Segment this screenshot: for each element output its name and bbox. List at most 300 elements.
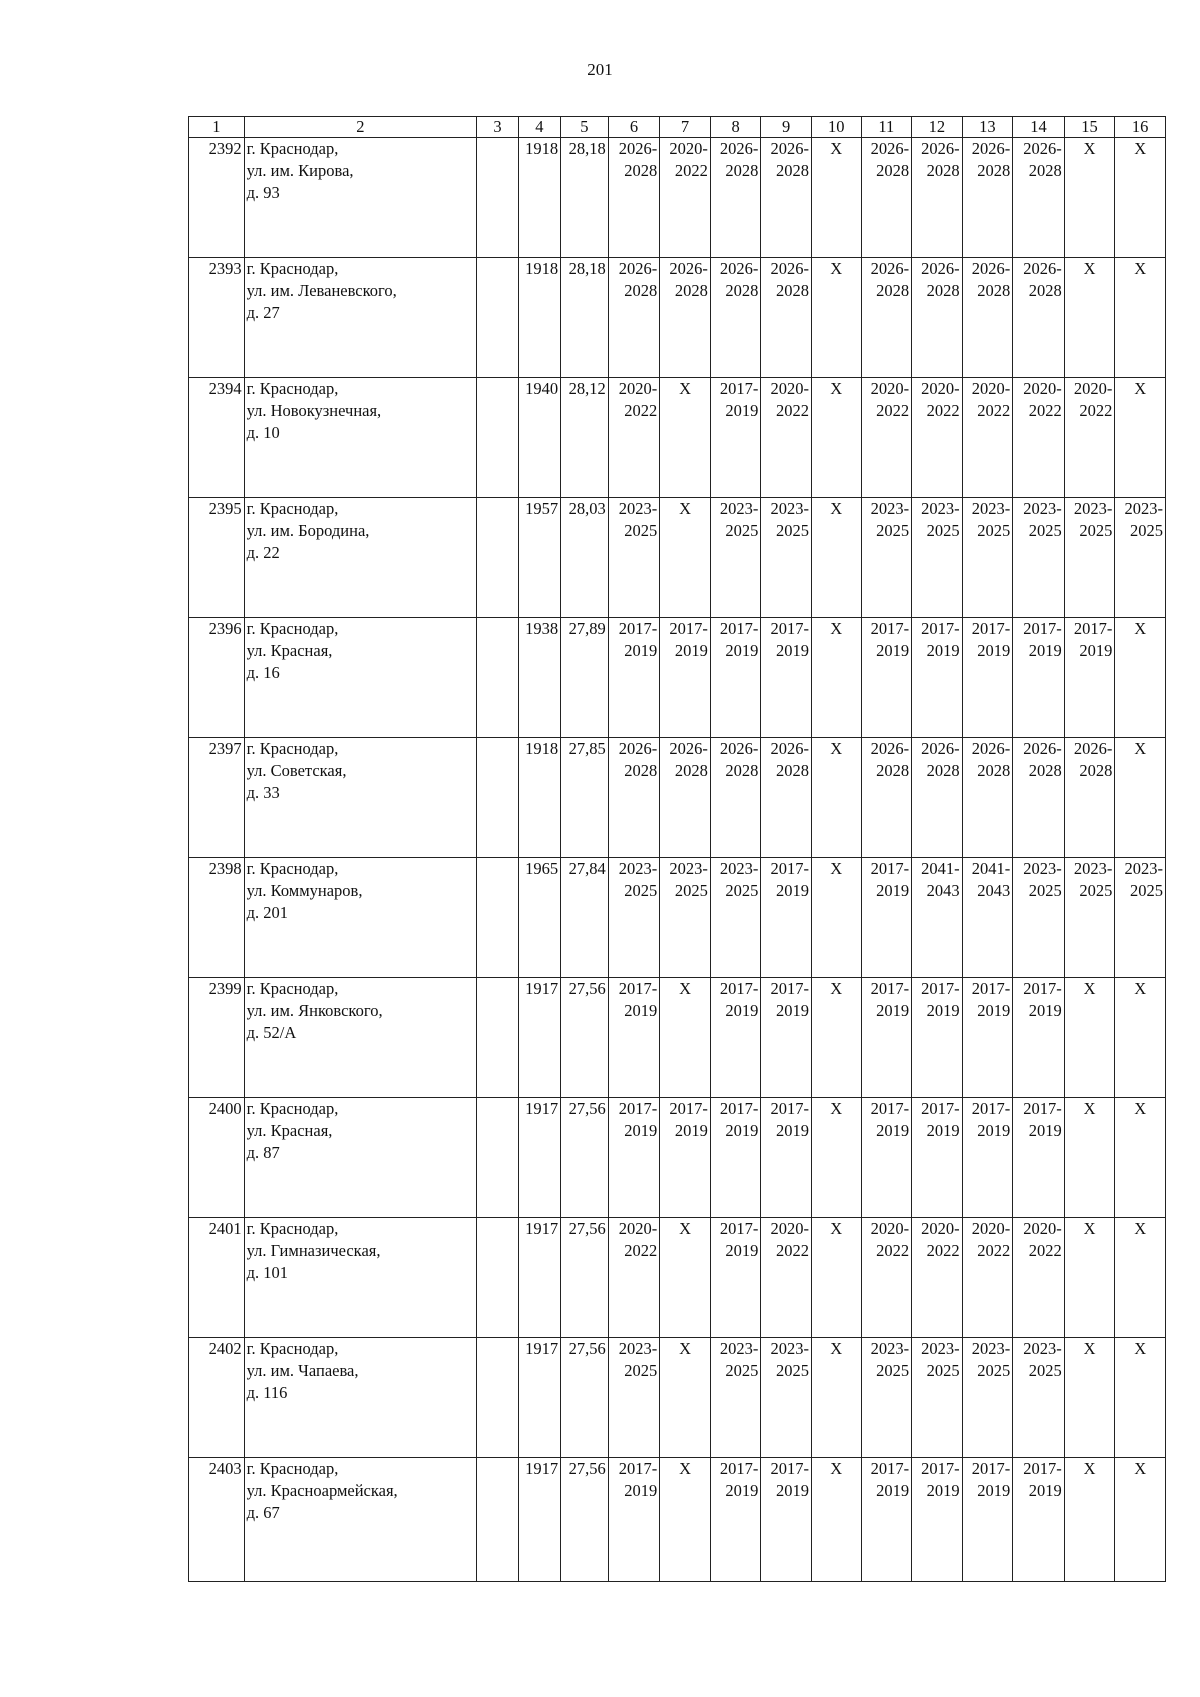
period-cell	[861, 1338, 912, 1458]
period-start: 2026-	[870, 139, 910, 158]
period-start: 2023-	[1124, 859, 1163, 878]
address-line: г. Краснодар,	[246, 379, 339, 398]
period-start: 2026-	[618, 259, 658, 278]
period-end: 2022	[977, 1241, 1011, 1260]
area-cell: 28,03	[561, 498, 609, 618]
period-start: 2023-	[921, 1339, 960, 1358]
period-cell	[710, 258, 761, 378]
column-3-cell	[477, 498, 518, 618]
period-cell	[1013, 858, 1065, 978]
table-body	[189, 138, 1166, 1582]
period-end: 2019	[1028, 1481, 1062, 1500]
period-end: 2022	[977, 401, 1011, 420]
year-cell: 1917	[518, 1338, 560, 1458]
period-end: 2019	[725, 401, 759, 420]
period-start: 2041-	[971, 859, 1011, 878]
period-cell	[912, 978, 963, 1098]
period-cell	[962, 738, 1013, 858]
period-end: 2019	[624, 641, 658, 660]
period-start: 2017-	[971, 619, 1011, 638]
address-cell	[244, 978, 477, 1098]
period-start: 2020-	[618, 379, 658, 398]
not-applicable-cell: X	[660, 978, 711, 1098]
period-end: 2025	[1028, 521, 1062, 540]
period-start: 2026-	[719, 139, 759, 158]
period-end: 2022	[624, 1241, 658, 1260]
year-cell: 1918	[518, 738, 560, 858]
period-end: 2019	[775, 641, 809, 660]
period-cell	[962, 258, 1013, 378]
period-end: 2019	[624, 1121, 658, 1140]
period-cell	[1115, 498, 1166, 618]
period-start: 2023-	[971, 1339, 1011, 1358]
period-cell	[660, 738, 711, 858]
period-end: 2019	[725, 1481, 759, 1500]
period-end: 2019	[876, 641, 910, 660]
period-start: 2023-	[719, 499, 759, 518]
period-end: 2019	[977, 641, 1011, 660]
period-cell	[962, 1458, 1013, 1582]
period-end: 2028	[725, 281, 759, 300]
table-row	[189, 138, 1166, 258]
period-cell	[1013, 1098, 1065, 1218]
year-cell: 1938	[518, 618, 560, 738]
period-cell	[912, 138, 963, 258]
period-start: 2023-	[669, 859, 708, 878]
period-start: 2017-	[870, 619, 910, 638]
period-end: 2019	[977, 1481, 1011, 1500]
address-cell	[244, 1458, 477, 1582]
period-end: 2028	[674, 281, 708, 300]
period-cell	[710, 858, 761, 978]
period-cell	[1013, 498, 1065, 618]
period-end: 2025	[725, 521, 759, 540]
period-start: 2020-	[870, 379, 910, 398]
column-header: 4	[518, 117, 560, 138]
period-end: 2028	[876, 761, 910, 780]
period-cell	[608, 858, 660, 978]
address-line: г. Краснодар,	[246, 739, 339, 758]
period-start: 2017-	[971, 1099, 1011, 1118]
period-end: 2028	[624, 161, 658, 180]
period-cell	[912, 1458, 963, 1582]
address-line: г. Краснодар,	[246, 619, 339, 638]
period-start: 2020-	[770, 379, 809, 398]
period-start: 2026-	[770, 259, 809, 278]
period-cell	[761, 1218, 812, 1338]
period-start: 2017-	[921, 619, 960, 638]
period-cell	[861, 1458, 912, 1582]
period-start: 2020-	[1023, 379, 1062, 398]
period-end: 2019	[926, 1121, 960, 1140]
period-cell	[861, 618, 912, 738]
address-cell	[244, 858, 477, 978]
period-start: 2023-	[618, 1339, 658, 1358]
period-end: 2028	[1028, 161, 1062, 180]
period-cell	[962, 1218, 1013, 1338]
period-start: 2017-	[1023, 1459, 1062, 1478]
period-cell	[761, 738, 812, 858]
address-line: д. 93	[246, 183, 280, 202]
table-row	[189, 378, 1166, 498]
not-applicable-cell: X	[1064, 258, 1115, 378]
period-start: 2017-	[719, 379, 759, 398]
period-end: 2019	[725, 1001, 759, 1020]
year-cell: 1918	[518, 258, 560, 378]
area-cell: 28,18	[561, 258, 609, 378]
period-end: 2025	[1079, 881, 1113, 900]
row-number: 2396	[189, 618, 245, 738]
address-line: г. Краснодар,	[246, 979, 339, 998]
period-cell	[1115, 858, 1166, 978]
period-start: 2020-	[1073, 379, 1113, 398]
year-cell: 1940	[518, 378, 560, 498]
period-end: 2028	[926, 761, 960, 780]
period-end: 2019	[725, 641, 759, 660]
address-line: д. 116	[246, 1383, 288, 1402]
not-applicable-cell: X	[1115, 978, 1166, 1098]
period-end: 2019	[876, 1481, 910, 1500]
address-line: г. Краснодар,	[246, 1219, 339, 1238]
period-end: 2025	[926, 521, 960, 540]
period-cell	[912, 1338, 963, 1458]
period-start: 2017-	[770, 1099, 809, 1118]
address-line: г. Краснодар,	[246, 499, 339, 518]
period-start: 2026-	[971, 739, 1011, 758]
address-cell	[244, 378, 477, 498]
period-end: 2022	[876, 401, 910, 420]
period-cell	[861, 978, 912, 1098]
period-start: 2017-	[719, 979, 759, 998]
period-cell	[761, 378, 812, 498]
address-line: д. 101	[246, 1263, 289, 1282]
period-start: 2026-	[921, 139, 960, 158]
not-applicable-cell: X	[811, 738, 861, 858]
period-end: 2019	[725, 1241, 759, 1260]
period-cell	[608, 1098, 660, 1218]
period-start: 2023-	[1023, 499, 1062, 518]
address-line: ул. Красноармейская,	[246, 1481, 398, 1500]
period-cell	[962, 858, 1013, 978]
period-start: 2023-	[1073, 499, 1113, 518]
period-cell	[761, 618, 812, 738]
period-start: 2017-	[719, 1459, 759, 1478]
period-end: 2022	[674, 161, 708, 180]
period-start: 2017-	[669, 1099, 708, 1118]
period-start: 2017-	[770, 619, 809, 638]
period-cell	[912, 738, 963, 858]
period-start: 2026-	[1023, 259, 1062, 278]
period-end: 2025	[725, 1361, 759, 1380]
period-cell	[912, 258, 963, 378]
period-start: 2017-	[618, 979, 658, 998]
period-cell	[962, 138, 1013, 258]
period-end: 2028	[876, 161, 910, 180]
column-header: 7	[660, 117, 711, 138]
period-start: 2026-	[1073, 739, 1113, 758]
period-cell	[861, 738, 912, 858]
period-start: 2017-	[971, 1459, 1011, 1478]
period-end: 2025	[1130, 521, 1163, 540]
address-line: г. Краснодар,	[246, 1459, 339, 1478]
area-cell: 27,85	[561, 738, 609, 858]
address-cell	[244, 738, 477, 858]
period-start: 2020-	[971, 379, 1011, 398]
area-cell: 27,89	[561, 618, 609, 738]
period-start: 2023-	[719, 1339, 759, 1358]
not-applicable-cell: X	[811, 378, 861, 498]
period-cell	[1064, 858, 1115, 978]
not-applicable-cell: X	[1064, 1338, 1115, 1458]
column-3-cell	[477, 1458, 518, 1582]
period-cell	[761, 978, 812, 1098]
column-header: 15	[1064, 117, 1115, 138]
period-start: 2017-	[1073, 619, 1113, 638]
address-line: д. 87	[246, 1143, 280, 1162]
period-cell	[710, 738, 761, 858]
period-cell	[761, 498, 812, 618]
period-end: 2028	[1028, 281, 1062, 300]
period-start: 2017-	[1023, 1099, 1062, 1118]
row-number: 2398	[189, 858, 245, 978]
period-cell	[660, 1098, 711, 1218]
period-start: 2017-	[618, 1099, 658, 1118]
address-line: ул. Красная,	[246, 641, 333, 660]
period-start: 2017-	[719, 1219, 759, 1238]
row-number: 2399	[189, 978, 245, 1098]
area-cell: 27,56	[561, 1458, 609, 1582]
period-start: 2026-	[1023, 139, 1062, 158]
year-cell: 1957	[518, 498, 560, 618]
column-3-cell	[477, 258, 518, 378]
area-cell: 27,56	[561, 1098, 609, 1218]
period-end: 2019	[876, 1121, 910, 1140]
period-start: 2026-	[719, 739, 759, 758]
address-cell	[244, 498, 477, 618]
period-end: 2022	[1028, 401, 1062, 420]
period-cell	[1013, 1218, 1065, 1338]
address-line: д. 52/А	[246, 1023, 297, 1042]
table-row	[189, 1338, 1166, 1458]
period-start: 2023-	[870, 499, 910, 518]
row-number: 2403	[189, 1458, 245, 1582]
period-start: 2017-	[1023, 619, 1062, 638]
period-end: 2019	[1079, 641, 1113, 660]
period-start: 2017-	[870, 1099, 910, 1118]
period-end: 2019	[977, 1001, 1011, 1020]
not-applicable-cell: X	[1115, 258, 1166, 378]
period-end: 2028	[977, 761, 1011, 780]
year-cell: 1918	[518, 138, 560, 258]
period-end: 2022	[775, 1241, 809, 1260]
period-end: 2025	[775, 1361, 809, 1380]
period-start: 2020-	[618, 1219, 658, 1238]
table-row	[189, 978, 1166, 1098]
column-header: 2	[244, 117, 477, 138]
period-cell	[608, 1458, 660, 1582]
period-cell	[660, 258, 711, 378]
period-start: 2023-	[618, 859, 658, 878]
period-start: 2023-	[971, 499, 1011, 518]
period-cell	[710, 1098, 761, 1218]
address-line: д. 33	[246, 783, 280, 802]
period-end: 2025	[1028, 1361, 1062, 1380]
not-applicable-cell: X	[1115, 738, 1166, 858]
area-cell: 27,56	[561, 978, 609, 1098]
period-cell	[761, 138, 812, 258]
not-applicable-cell: X	[811, 1338, 861, 1458]
period-cell	[1013, 1338, 1065, 1458]
period-end: 2025	[1130, 881, 1163, 900]
period-end: 2022	[624, 401, 658, 420]
period-cell	[608, 258, 660, 378]
period-end: 2019	[775, 1001, 809, 1020]
period-cell	[1013, 378, 1065, 498]
period-end: 2028	[926, 281, 960, 300]
not-applicable-cell: X	[811, 498, 861, 618]
period-end: 2022	[876, 1241, 910, 1260]
period-cell	[608, 1338, 660, 1458]
not-applicable-cell: X	[1115, 1098, 1166, 1218]
address-line: ул. им. Бородина,	[246, 521, 370, 540]
not-applicable-cell: X	[1064, 1458, 1115, 1582]
area-cell: 27,84	[561, 858, 609, 978]
column-header: 8	[710, 117, 761, 138]
period-cell	[710, 978, 761, 1098]
address-line: г. Краснодар,	[246, 139, 339, 158]
period-cell	[710, 1218, 761, 1338]
period-start: 2017-	[1023, 979, 1062, 998]
row-number: 2395	[189, 498, 245, 618]
period-start: 2017-	[921, 979, 960, 998]
column-header: 1	[189, 117, 245, 138]
column-3-cell	[477, 138, 518, 258]
period-end: 2022	[775, 401, 809, 420]
column-3-cell	[477, 378, 518, 498]
period-end: 2043	[977, 881, 1011, 900]
period-start: 2020-	[669, 139, 708, 158]
address-line: д. 201	[246, 903, 289, 922]
period-start: 2017-	[870, 979, 910, 998]
period-start: 2017-	[618, 619, 658, 638]
row-number: 2397	[189, 738, 245, 858]
period-start: 2017-	[921, 1099, 960, 1118]
period-end: 2019	[674, 641, 708, 660]
period-cell	[761, 258, 812, 378]
period-cell	[861, 1218, 912, 1338]
address-cell	[244, 1338, 477, 1458]
row-number: 2402	[189, 1338, 245, 1458]
period-cell	[861, 138, 912, 258]
period-cell	[912, 618, 963, 738]
not-applicable-cell: X	[660, 1338, 711, 1458]
address-line: ул. им. Янковского,	[246, 1001, 383, 1020]
period-cell	[710, 138, 761, 258]
period-start: 2023-	[1073, 859, 1113, 878]
period-cell	[962, 378, 1013, 498]
period-start: 2023-	[719, 859, 759, 878]
table-row	[189, 498, 1166, 618]
not-applicable-cell: X	[811, 1218, 861, 1338]
period-end: 2019	[1028, 1121, 1062, 1140]
year-cell: 1917	[518, 978, 560, 1098]
period-start: 2017-	[870, 859, 910, 878]
column-header: 11	[861, 117, 912, 138]
period-end: 2019	[624, 1481, 658, 1500]
period-end: 2028	[876, 281, 910, 300]
period-start: 2017-	[770, 859, 809, 878]
period-cell	[912, 1098, 963, 1218]
not-applicable-cell: X	[811, 1098, 861, 1218]
period-start: 2026-	[971, 139, 1011, 158]
not-applicable-cell: X	[1115, 1218, 1166, 1338]
period-end: 2028	[775, 161, 809, 180]
table-row	[189, 618, 1166, 738]
housing-repair-schedule-table	[188, 116, 1166, 1582]
area-cell: 27,56	[561, 1338, 609, 1458]
period-end: 2028	[926, 161, 960, 180]
period-end: 2025	[1028, 881, 1062, 900]
period-end: 2028	[624, 281, 658, 300]
period-cell	[861, 498, 912, 618]
period-cell	[962, 498, 1013, 618]
period-cell	[912, 378, 963, 498]
period-end: 2028	[977, 281, 1011, 300]
table-row	[189, 858, 1166, 978]
period-cell	[912, 1218, 963, 1338]
column-header-row	[189, 117, 1166, 138]
period-end: 2019	[876, 881, 910, 900]
period-start: 2026-	[870, 739, 910, 758]
period-start: 2017-	[870, 1459, 910, 1478]
period-cell	[1013, 618, 1065, 738]
period-end: 2019	[775, 1481, 809, 1500]
period-end: 2019	[1028, 1001, 1062, 1020]
period-cell	[1064, 738, 1115, 858]
not-applicable-cell: X	[1115, 618, 1166, 738]
address-line: г. Краснодар,	[246, 859, 339, 878]
address-line: ул. им. Леваневского,	[246, 281, 397, 300]
column-header: 3	[477, 117, 518, 138]
address-line: ул. им. Чапаева,	[246, 1361, 359, 1380]
not-applicable-cell: X	[1064, 978, 1115, 1098]
not-applicable-cell: X	[811, 1458, 861, 1582]
period-cell	[1013, 258, 1065, 378]
period-start: 2023-	[1124, 499, 1163, 518]
period-end: 2019	[926, 1001, 960, 1020]
period-start: 2017-	[618, 1459, 658, 1478]
period-end: 2025	[725, 881, 759, 900]
period-end: 2022	[1028, 1241, 1062, 1260]
period-start: 2017-	[719, 619, 759, 638]
period-cell	[1064, 498, 1115, 618]
area-cell: 27,56	[561, 1218, 609, 1338]
year-cell: 1917	[518, 1098, 560, 1218]
address-line: ул. Коммунаров,	[246, 881, 363, 900]
column-header: 16	[1115, 117, 1166, 138]
column-3-cell	[477, 1218, 518, 1338]
period-cell	[608, 738, 660, 858]
period-cell	[962, 1098, 1013, 1218]
period-end: 2025	[977, 521, 1011, 540]
not-applicable-cell: X	[660, 1218, 711, 1338]
address-cell	[244, 1218, 477, 1338]
period-end: 2028	[674, 761, 708, 780]
period-end: 2025	[624, 521, 658, 540]
period-start: 2023-	[618, 499, 658, 518]
period-end: 2028	[624, 761, 658, 780]
period-cell	[608, 498, 660, 618]
